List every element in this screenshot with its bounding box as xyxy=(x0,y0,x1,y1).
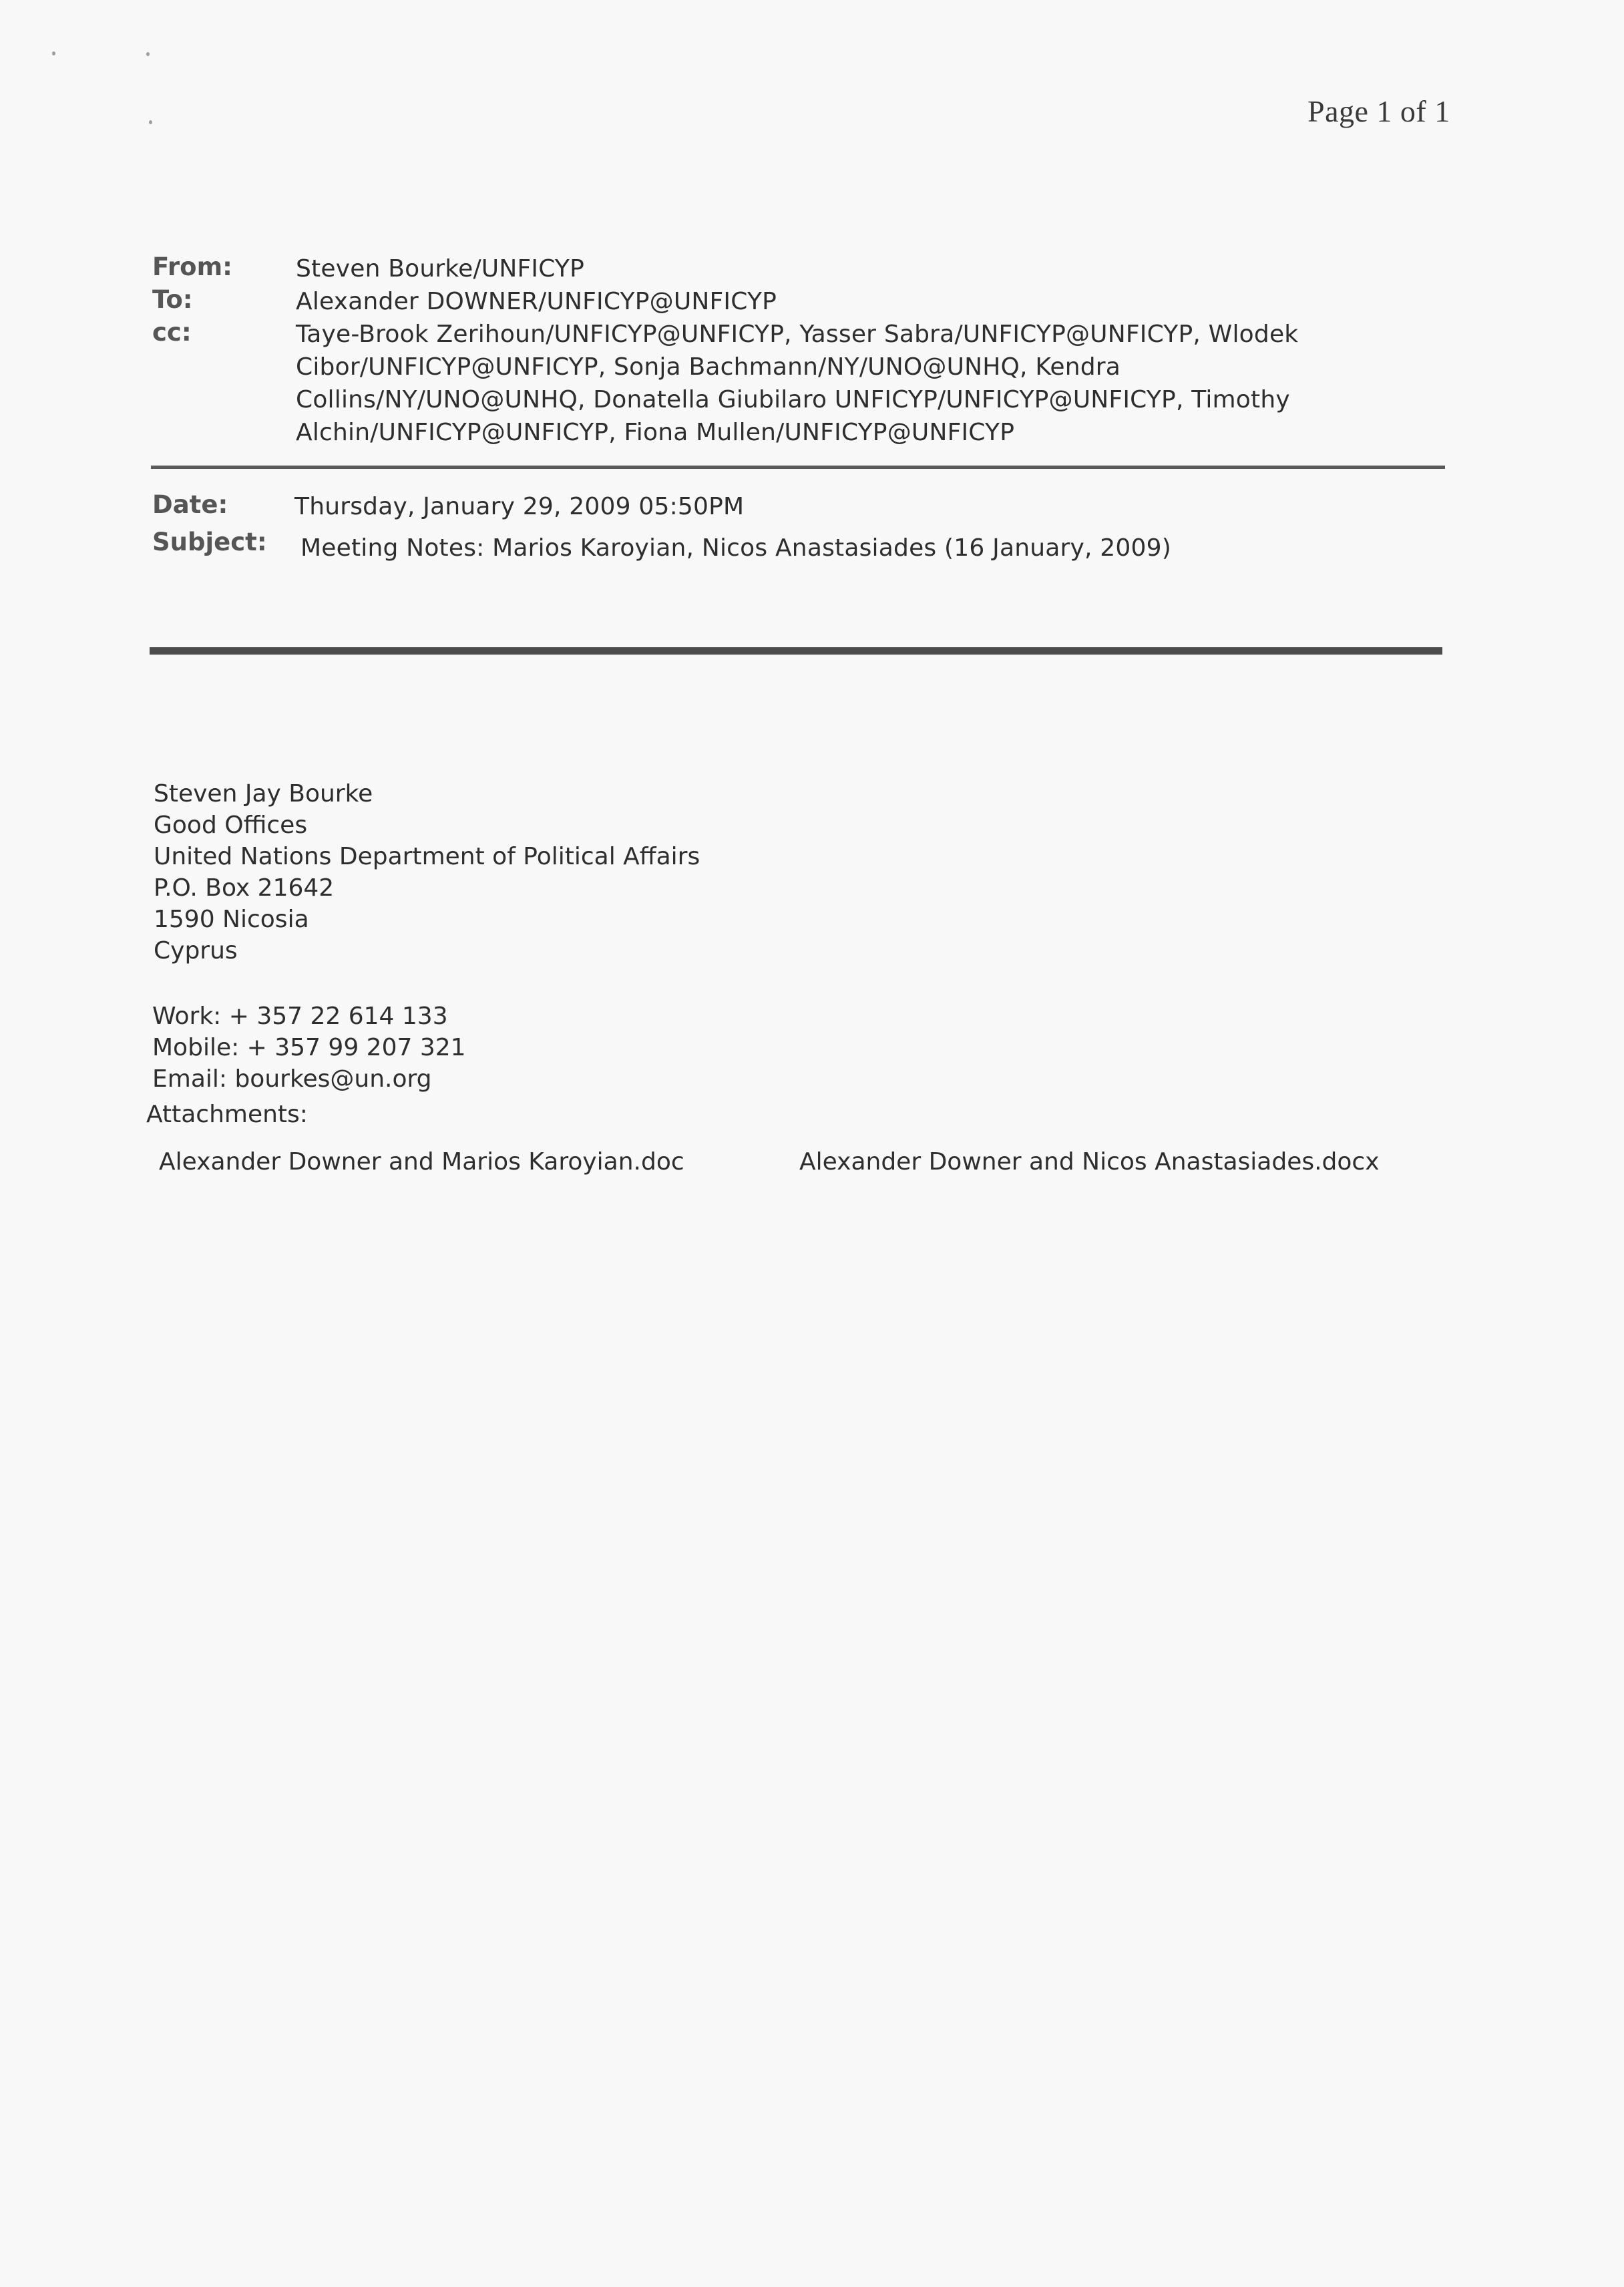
email-address: Email: bourkes@un.org xyxy=(152,1065,432,1093)
date-value: Thursday, January 29, 2009 05:50PM xyxy=(294,493,745,520)
scan-speck xyxy=(52,51,55,55)
signature-po-box: P.O. Box 21642 xyxy=(154,874,335,902)
contact-block xyxy=(152,1001,466,1095)
cc-line: Alchin/UNFICYP@UNFICYP, Fiona Mullen/UNFICYP@UNFICYP xyxy=(296,419,1015,446)
signature-office: Good Offices xyxy=(154,812,308,839)
signature-city: 1590 Nicosia xyxy=(154,906,309,933)
scan-speck xyxy=(149,120,152,124)
attachments-label: Attachments: xyxy=(146,1101,308,1128)
subject-label: Subject: xyxy=(152,528,267,556)
signature-name: Steven Jay Bourke xyxy=(154,780,373,808)
cc-value xyxy=(296,318,1444,449)
from-value: Steven Bourke/UNFICYP xyxy=(296,255,585,283)
cc-label: cc: xyxy=(152,318,192,347)
cc-line: Taye-Brook Zerihoun/UNFICYP@UNFICYP, Yasser Sabra/UNFICYP@UNFICYP, Wlodek xyxy=(296,321,1299,348)
subject-value: Meeting Notes: Marios Karoyian, Nicos Anastasiades (16 January, 2009) xyxy=(300,534,1171,562)
signature-department: United Nations Department of Political Affairs xyxy=(154,843,700,870)
mobile-phone: Mobile: + 357 99 207 321 xyxy=(152,1034,466,1061)
signature-block xyxy=(154,778,700,966)
to-value: Alexander DOWNER/UNFICYP@UNFICYP xyxy=(296,288,777,315)
cc-line: Collins/NY/UNO@UNHQ, Donatella Giubilaro UNFICYP/UNFICYP@UNFICYP, Timothy xyxy=(296,386,1290,413)
attachment-file[interactable]: Alexander Downer and Nicos Anastasiades.docx xyxy=(799,1148,1380,1176)
body-divider xyxy=(150,647,1442,655)
from-label: From: xyxy=(152,252,232,281)
signature-country: Cyprus xyxy=(154,937,238,964)
page-indicator: Page 1 of 1 xyxy=(1307,94,1450,128)
scan-speck xyxy=(146,52,150,56)
date-label: Date: xyxy=(152,490,228,519)
to-label: To: xyxy=(152,285,193,314)
attachment-file[interactable]: Alexander Downer and Marios Karoyian.doc xyxy=(159,1148,684,1176)
header-divider xyxy=(151,466,1445,469)
work-phone: Work: + 357 22 614 133 xyxy=(152,1003,448,1030)
cc-line: Cibor/UNFICYP@UNFICYP, Sonja Bachmann/NY/UNO@UNHQ, Kendra xyxy=(296,353,1121,381)
